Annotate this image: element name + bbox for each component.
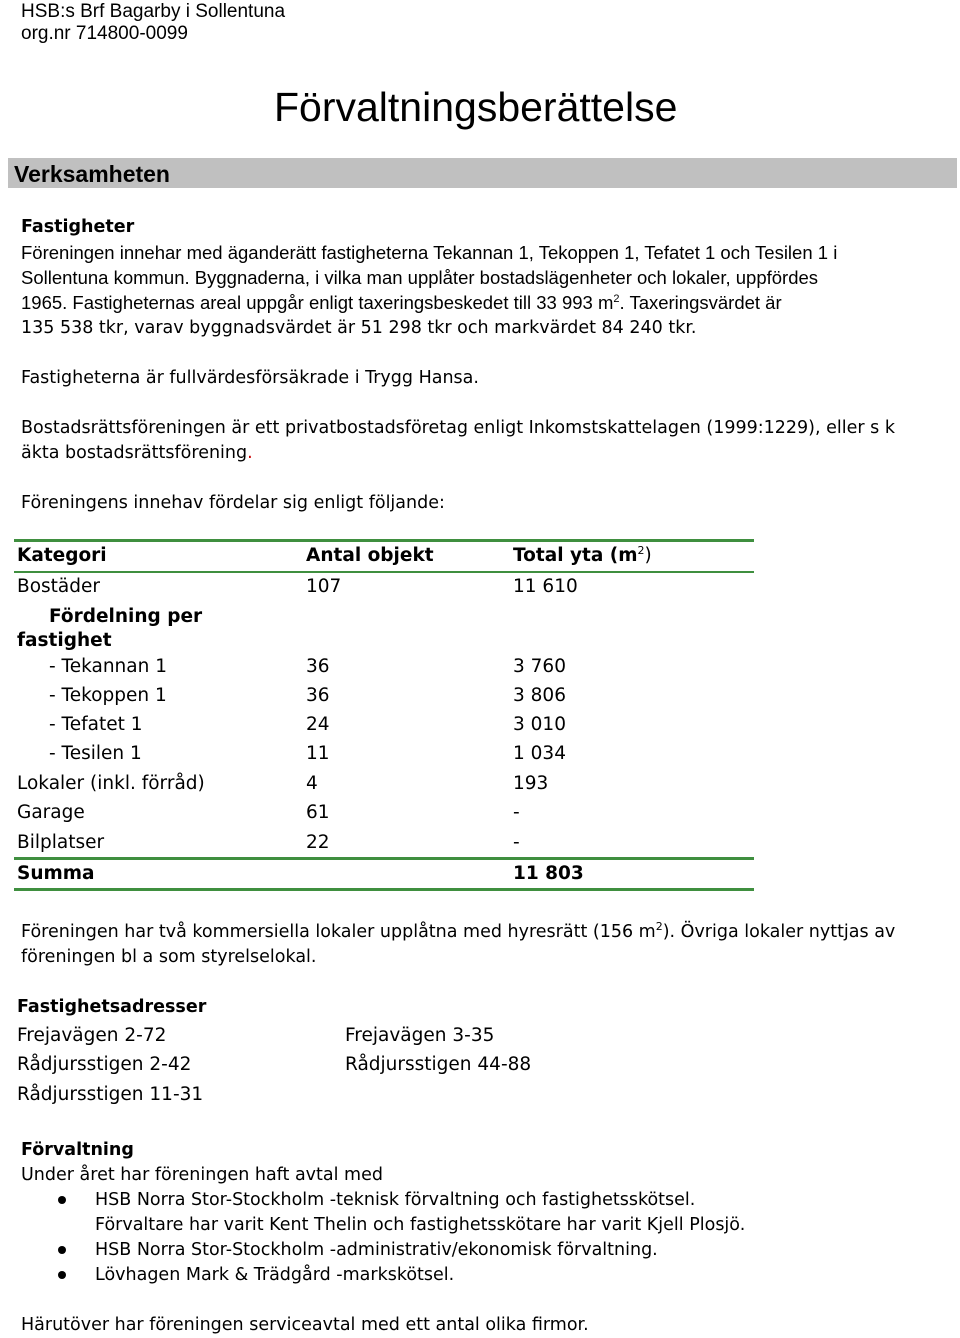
forvaltning-heading: Förvaltning: [21, 1140, 134, 1160]
fastigheter-text-line-4: 135 538 tkr, varav byggnadsvärdet är 51 298 tkr och markvärdet 84 240 tkr.: [21, 318, 697, 338]
list-item: HSB Norra Stor-Stockholm -administrativ/ekonomisk förvaltning.: [95, 1240, 658, 1260]
address-item: Rådjursstigen 11-31: [17, 1084, 204, 1105]
table-cell: 36: [306, 656, 330, 677]
address-item: Frejavägen 2-72: [17, 1025, 167, 1046]
list-item: HSB Norra Stor-Stockholm -teknisk förvaltning och fastighetsskötsel.: [95, 1190, 696, 1210]
table-cell: 4: [306, 773, 318, 794]
adresser-heading: Fastighetsadresser: [17, 997, 207, 1017]
table-cell: 3 760: [513, 656, 566, 677]
insurance-text: Fastigheterna är fullvärdesförsäkrade i Trygg Hansa.: [21, 368, 479, 388]
table-cell: 61: [306, 802, 330, 823]
summa-label: Summa: [17, 863, 95, 884]
table-cell: Garage: [17, 802, 85, 823]
list-item: Lövhagen Mark & Trädgård -markskötsel.: [95, 1265, 455, 1285]
bullet-icon: [58, 1246, 66, 1254]
summa-value: 11 803: [513, 863, 584, 884]
table-cell: 107: [306, 576, 342, 597]
table-subheading: Fördelning per: [49, 606, 203, 627]
bullet-icon: [58, 1196, 66, 1204]
bullet-icon: [58, 1271, 66, 1279]
table-cell: 193: [513, 773, 549, 794]
table-cell: 1 034: [513, 743, 566, 764]
innehav-intro: Föreningens innehav fördelar sig enligt följande:: [21, 493, 445, 513]
bostadsratt-text-line-2: äkta bostadsrättsförening.: [21, 443, 253, 463]
table-cell: - Tesilen 1: [49, 743, 142, 764]
table-cell: -: [513, 832, 520, 853]
col-header-antal: Antal objekt: [306, 545, 434, 566]
table-header-rule: [14, 571, 754, 573]
col-header-yta: Total yta $(m^2)$: [513, 543, 652, 566]
table-cell: 11 610: [513, 576, 578, 597]
table-cell: 3 010: [513, 714, 566, 735]
table-cell: 22: [306, 832, 330, 853]
forvaltning-intro: Under året har föreningen haft avtal med: [21, 1165, 383, 1185]
address-item: Rådjursstigen 2-42: [17, 1054, 192, 1075]
section-title: Verksamheten: [14, 161, 170, 187]
organization-name: HSB:s Brf Bagarby i Sollentuna: [21, 1, 286, 22]
col-header-kategori: Kategori: [17, 545, 107, 566]
table-cell: - Tefatet 1: [49, 714, 143, 735]
table-top-rule: [14, 539, 754, 542]
table-cell: 11: [306, 743, 330, 764]
fastigheter-text-line-1: Föreningen innehar med äganderätt fastigheterna Tekannan 1, Tekoppen 1, Tefatet 1 och Tesilen 1 i: [21, 242, 838, 263]
fastigheter-text-line-3: 1965. Fastigheternas areal uppgår enligt taxeringsbeskedet till 33 993 $m^2$. Taxeringsvärdet är: [21, 292, 782, 313]
list-item-continuation: Förvaltare har varit Kent Thelin och fastighetsskötare har varit Kjell Plosjö.: [95, 1215, 746, 1235]
table-cell: -: [513, 802, 520, 823]
forvaltning-outro: Härutöver har föreningen serviceavtal med ett antal olika firmor.: [21, 1315, 589, 1335]
table-cell: Lokaler (inkl. förråd): [17, 773, 205, 794]
table-cell: - Tekoppen 1: [49, 685, 167, 706]
table-cell: 24: [306, 714, 330, 735]
fastigheter-text-line-2: Sollentuna kommun. Byggnaderna, i vilka man upplåter bostadslägenheter och lokaler, uppfördes: [21, 267, 819, 288]
table-cell: 3 806: [513, 685, 566, 706]
address-item: Frejavägen 3-35: [345, 1025, 495, 1046]
organization-number: org.nr 714800-0099: [21, 23, 188, 44]
address-item: Rådjursstigen 44-88: [345, 1054, 532, 1075]
table-cell: Bilplatser: [17, 832, 105, 853]
bostadsratt-text-line-1: Bostadsrättsföreningen är ett privatbostadsföretag enligt Inkomstskattelagen (1999:1229), eller s k: [21, 418, 895, 438]
table-cell: Bostäder: [17, 576, 100, 597]
table-bottom-rule: [14, 888, 754, 891]
document-title: Förvaltningsberättelse: [274, 84, 678, 130]
kommersiella-line-2: föreningen bl a som styrelselokal.: [21, 947, 317, 967]
table-cell: - Tekannan 1: [49, 656, 167, 677]
kommersiella-line-1: Föreningen har två kommersiella lokaler upplåtna med hyresrätt (156 $m^2$). Övriga lokaler nyttjas av: [21, 920, 896, 942]
table-cell: 36: [306, 685, 330, 706]
summa-top-rule: [14, 857, 754, 860]
table-subheading: fastighet: [17, 630, 112, 651]
fastigheter-heading: Fastigheter: [21, 217, 135, 237]
